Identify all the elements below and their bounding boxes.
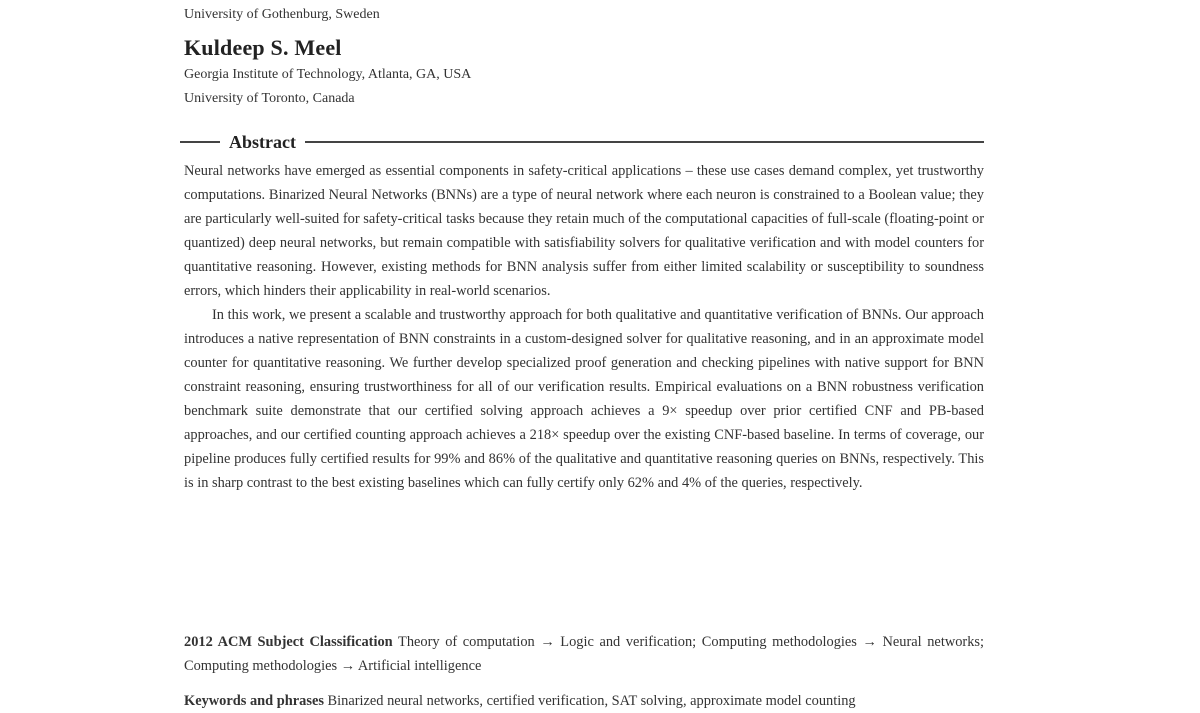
rule-left — [180, 141, 220, 143]
author-affiliation-1: Georgia Institute of Technology, Atlanta, GA, USA — [184, 67, 472, 82]
author-affiliation-2: University of Toronto, Canada — [184, 91, 355, 106]
rule-right — [305, 141, 984, 143]
acm-classification — [184, 630, 984, 678]
abstract-heading: Abstract — [229, 131, 296, 152]
abstract-body — [184, 159, 984, 495]
abstract-paragraph-2: In this work, we present a scalable and trustworthy approach for both qualitative and quantitative verification of BNNs. Our approach introduces a native representation of BNN constraints in a custom-designed solver for qualitative reasoning, and in an approximate model counter for quantitative reasoning. We further develop specialized proof generation and checking pipelines with native support for BNN constraint reasoning, ensuring trustworthiness for all of our verification results. Empirical evaluations on a BNN robustness verification benchmark suite demonstrate that our certified solving approach achieves a 9× speedup over prior certified CNF and PB-based approaches, and our certified counting approach achieves a 218× speedup over the existing CNF-based baseline. In terms of coverage, our pipeline produces fully certified results for 99% and 86% of the qualitative and quantitative reasoning queries on BNNs, respectively. This is in sharp contrast to the best existing baselines which can fully certify only 62% and 4% of the queries, respectively. — [184, 307, 984, 491]
acm-classification-label: 2012 ACM Subject Classification — [184, 634, 393, 650]
abstract-header-rule — [180, 130, 984, 154]
acm-classification-text: Theory of computation → Logic and verification; Computing methodologies → Neural networks; Computing methodologies → Artificial intelligence — [184, 634, 984, 674]
author-name: Kuldeep S. Meel — [184, 35, 342, 60]
keywords-text: Binarized neural networks, certified verification, SAT solving, approximate model counting — [327, 693, 856, 709]
abstract-paragraph-1: Neural networks have emerged as essential components in safety-critical applications – these use cases demand complex, yet trustworthy computations. Binarized Neural Networks (BNNs) are a type of neural network where each neuron is constrained to a Boolean value; they are particularly well-suited for safety-critical tasks because they retain much of the computational capacities of full-scale (floating-point or quantized) deep neural networks, but remain compatible with satisfiability solvers for qualitative verification and with model counters for quantitative reasoning. However, existing methods for BNN analysis suffer from either limited scalability or susceptibility to soundness errors, which hinders their applicability in real-world scenarios. — [184, 163, 984, 299]
author-block — [184, 33, 984, 111]
keywords-line — [184, 689, 984, 713]
keywords-label: Keywords and phrases — [184, 693, 324, 709]
previous-author-affiliation: University of Gothenburg, Sweden — [184, 7, 380, 22]
